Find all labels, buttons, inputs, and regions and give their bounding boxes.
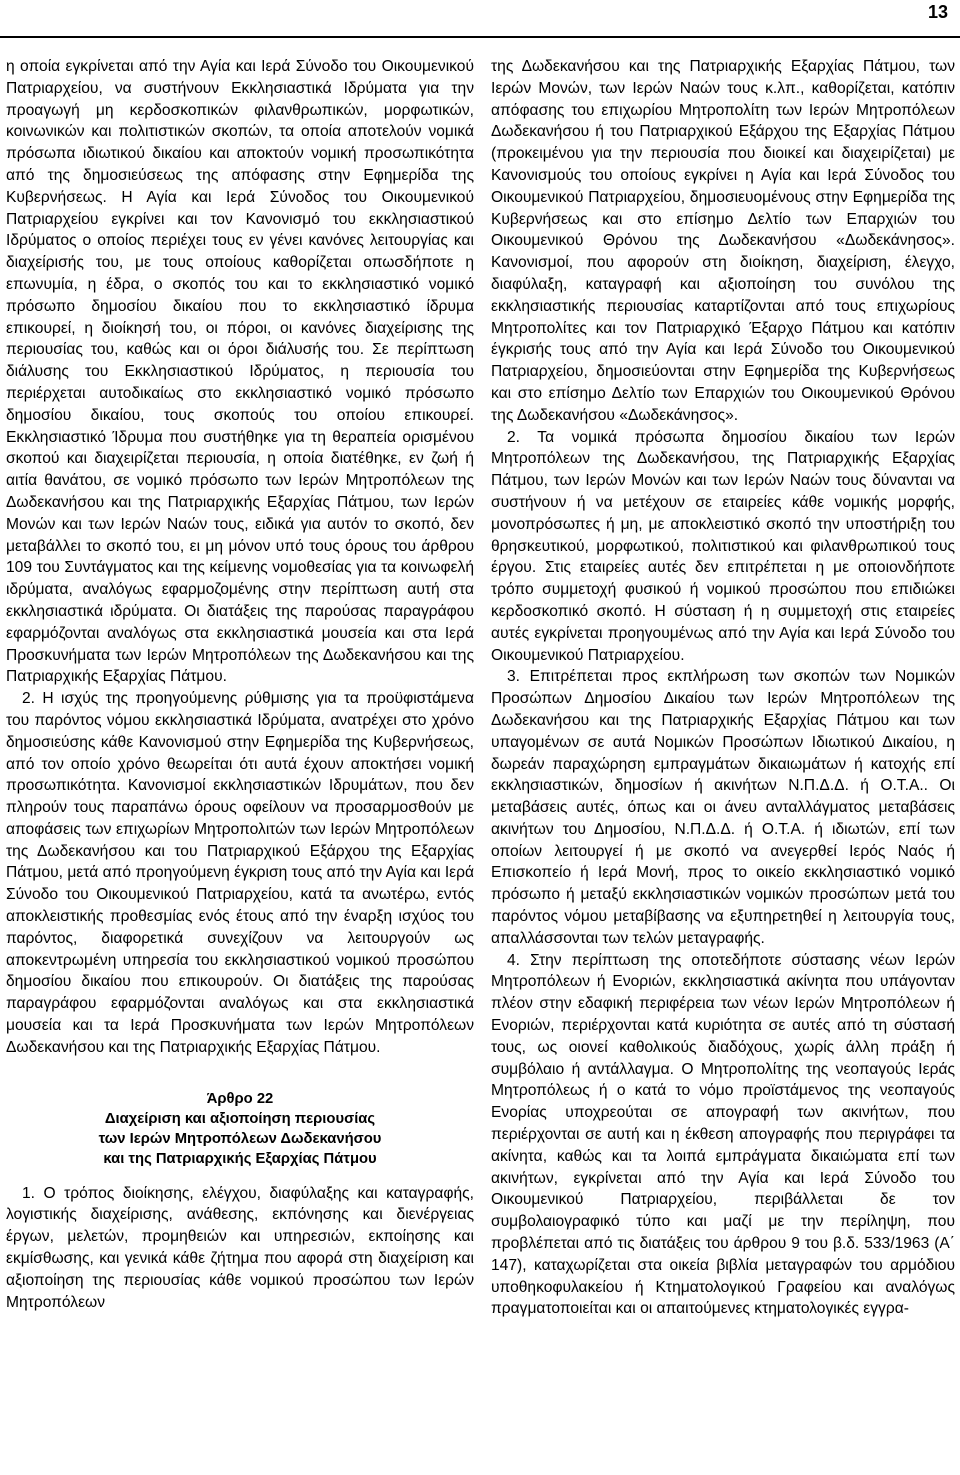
right-column [491,56,955,1320]
page-header [0,0,960,38]
article-title-line: και της Πατριαρχικής Εξαρχίας Πάτμου [103,1150,377,1167]
body-paragraph: 4. Στην περίπτωση της οποτεδήποτε σύστασης νέων Ιερών Μητροπόλεων ή Ενοριών, εκκλησιαστικά ακίνητα που υπάγονταν πλέον στην εδαφική περιφέρεια των νέων Ιερών Μητροπόλεων ή Ενοριών, περιέρχονται κατά κυριότητα σε αυτές από τη σύστασή τους, ως οιονεί καθολικούς διαδόχους, χωρίς άλλη πράξη ή συμβόλαιο ή αντάλλαγμα. Ο Μητροπολίτης της νεοπαγούς Ιεράς Μητροπόλεως ή ο κατά το νόμο προϊστάμενος της νεοπαγούς Ενορίας υποχρεούται σε απογραφή των ακινήτων, που περιέρχονται σε αυτή και η έκθεση απογραφής που περιγράφει τα ακίνητα, καθώς και τα λοιπά εμπράγματα δικαιώματα επί των ακινήτων, εγκρίνεται από την Αγία και Ιερά Σύνοδο του Οικουμενικού Πατριαρχείου, περιβάλλεται δε τον συμβολαιογραφικό τύπο και μαζί με την περίληψη, που προβλέπεται από τις διατάξεις του άρθρου 9 του β.δ. 533/1963 (Α΄ 147), καταχωρίζεται στα οικεία βιβλία μεταγραφών του αρμόδιου υποθηκοφυλακείου ή Κτηματολογικού Γραφείου και αναλόγως πραγματοποιείται και οι απαιτούμενες κτηματολογικές εγγρα- [491,951,955,1318]
article-title-line: των Ιερών Μητροπόλεων Δωδεκανήσου [98,1130,382,1147]
body-paragraph: 2. Τα νομικά πρόσωπα δημοσίου δικαίου των Ιερών Μητροπόλεων της Δωδεκανήσου, της Πατριαρχικής Εξαρχίας Πάτμου, των Ιερών Μονών και των Ιερών Ναών τους δύνανται να συστήνουν ή να μετέχουν σε εταιρείες κάθε νομικής μορφής, μονοπρόσωπες ή μη, με αποκλειστικό σκοπό την υποστήριξη του θρησκευτικού, μορφωτικού, πολιτιστικού και φιλανθρωπικού τους έργου. Στις εταιρείες αυτές δεν επιτρέπεται η με οποιονδήποτε τρόπο συμμετοχή φυσικού ή νομικού προσώπου που επιδιώκει κερδοσκοπικό σκοπό. Η σύσταση ή η συμμετοχή στις εταιρείες αυτές εγκρίνεται προηγουμένως από την Αγία και Ιερά Σύνοδο του Οικουμενικού Πατριαρχείου. [491,428,955,664]
article-heading [6,1089,474,1169]
body-paragraph: της Δωδεκανήσου και της Πατριαρχικής Εξαρχίας Πάτμου, των Ιερών Μονών, των Ιερών Ναών τους κ.λπ., καθορίζεται, κατόπιν απόφασης του επιχωρίου Μητροπολίτη των Ιερών Μητροπόλεων Δωδεκανήσου ή του Πατριαρχικού Εξάρχου της Εξαρχίας Πάτμου (προκειμένου για την περιουσία που διοικεί και διαχειρίζεται) με Κανονισμούς του οποίους εγκρίνει η Αγία και Ιερά Σύνοδος του Οικουμενικού Πατριαρχείου, δημοσιευομένους στην Εφημερίδα της Κυβερνήσεως και στο επίσημο Δελτίο των Επαρχιών του Οικουμενικού Θρόνου της Δωδεκανήσου «Δωδεκάνησος». Κανονισμοί, που αφορούν στη διοίκηση, διαχείριση, έλεγχο, διαφύλαξη, καταγραφή και αξιοποίηση του συνόλου της εκκλησιαστικής περιουσίας καταρτίζονται από τους επιχωρίους Μητροπολίτες και τον Πατριαρχικό Έξαρχο Πάτμου και κατόπιν έγκρισής τους από την Αγία και Ιερά Σύνοδο του Οικουμενικού Πατριαρχείου, δημοσιεύονται στην Εφημερίδα της Κυβερνήσεως και στο επίσημο Δελτίο των Επαρχιών του Οικουμενικού Θρόνου της Δωδεκανήσου «Δωδεκάνησος». [491,58,955,424]
body-paragraph: 1. Ο τρόπος διοίκησης, ελέγχου, διαφύλαξης και καταγραφής, λογιστικής διαχείρισης, ανάθεσης, εκπόνησης και διενέργειας έργων, μελετών, προμηθειών και υπηρεσιών, εκποίησης και εκμίσθωσης, και γενικά κάθε ζήτημα που αφορά στη διαχείριση και αξιοποίηση της περιουσίας κάθε νομικού προσώπου των Ιερών Μητροπόλεων [6,1184,474,1311]
page-number: 13 [927,2,948,22]
article-number: Άρθρο 22 [206,1090,274,1107]
body-paragraph: 3. Επιτρέπεται προς εκπλήρωση των σκοπών των Νομικών Προσώπων Δημοσίου Δικαίου των Ιερών Μητροπόλεων της Δωδεκανήσου και της Πατριαρχικής Εξαρχίας Πάτμου και των υπαγομένων σε αυτά Νομικών Προσώπων Ιδιωτικού Δικαίου, η δωρεάν παραχώρηση εμπραγμάτων δικαιωμάτων ή κατοχής επί εκκλησιαστικών, δημοσίων ή ακινήτων Ν.Π.Δ.Δ. ή Ο.Τ.Α.. Οι μεταβάσεις αυτές, όπως και οι άνευ ανταλλάγματος μεταβάσεις ακινήτων του Δημοσίου, Ν.Π.Δ.Δ. ή Ο.Τ.Α. ή ιδιωτών, επί των οποίων λειτουργεί ή με σκοπό να ανεγερθεί Ιερός Ναός ή Επισκοπείο ή Ιερά Μονή, προς το οικείο εκκλησιαστικό νομικό πρόσωπο ή μεταξύ εκκλησιαστικών νομικών προσώπων μετά του παρόντος νόμου μεταβίβασης να εξυπηρετηθεί η λειτουργία τους, απαλλάσσονται των τελών μεταγραφής. [491,668,955,947]
body-paragraph: 2. Η ισχύς της προηγούμενης ρύθμισης για τα προϋφιστάμενα του παρόντος νόμου εκκλησιαστικά Ιδρύματα, ανατρέχει στο χρόνο δημοσιεύσης κάθε Κανονισμού στην Εφημερίδα της Κυβερνήσεως, από τον οποίο χρόνο θεωρείται ότι αυτά έχουν αποκτήσει νομική προσωπικότητα. Κανονισμοί εκκλησιαστικών Ιδρυμάτων, που δεν πληρούν τους παραπάνω όρους οφείλουν να προσαρμοσθούν με αποφάσεις των επιχωρίων Μητροπολιτών των Ιερών Μητροπόλεων της Δωδεκανήσου και του Πατριαρχικού Εξάρχου της Εξαρχίας Πάτμου, μετά από προηγούμενη έγκριση τους από την Αγία και Ιερά Σύνοδο του Οικουμενικού Πατριαρχείου, κατά τα ανωτέρω, εντός αποκλειστικής προθεσμίας ενός έτους από την έναρξη ισχύος του παρόντος, διαφορετικά συνεχίζουν να λειτουργούν ως αποκεντρωμένη υπηρεσία του εκκλησιαστικού νομικού προσώπου δημοσίου δικαίου που επικουρούν. Οι διατάξεις της παρούσας παραγράφου εφαρμόζονται αναλόγως και στα εκκλησιαστικά μουσεία και τα Ιερά Προσκυνήματα των Ιερών Μητροπόλεων Δωδεκανήσου και της Πατριαρχικής Εξαρχίας Πάτμου. [6,690,474,1056]
article-title-line: Διαχείριση και αξιοποίηση περιουσίας [104,1110,376,1127]
body-paragraph: η οποία εγκρίνεται από την Αγία και Ιερά Σύνοδο του Οικουμενικού Πατριαρχείου, να συστήνουν Εκκλησιαστικά Ιδρύματα για την προαγωγή μη κερδοσκοπικών φιλανθρωπικών, μορφωτικών, κοινωνικών και πολιτιστικών σκοπών, τα οποία αποτελούν νομικά πρόσωπα ιδιωτικού δικαίου και αποκτούν νομική προσωπικότητα από της δημοσιεύσεως της απόφασης στην Εφημερίδα της Κυβερνήσεως. Η Αγία και Ιερά Σύνοδος του Οικουμενικού Πατριαρχείου εγκρίνει και τον Κανονισμό του εκκλησιαστικού Ιδρύματος ο οποίος περιέχει τους εν γένει κανόνες λειτουργίας και διαχείρισής του, με τους οποίους καθορίζεται οπωσδήποτε η επωνυμία, η έδρα, ο σκοπός του και το εκκλησιαστικό νομικό πρόσωπο δημοσίου δικαίου που το εκκλησιαστικό ίδρυμα επικουρεί, η διοίκησή του, οι πόροι, οι κανόνες διαχείρισης της περιουσίας του, καθώς και οι όροι διάλυσής του. Σε περίπτωση διάλυσης του Εκκλησιαστικού Ιδρύματος, η περιουσία του περιέρχεται αυτοδικαίως στο εκκλησιαστικό νομικό πρόσωπο δημοσίου δικαίου, τους σκοπούς του οποίου επικουρεί. Εκκλησιαστικό Ίδρυμα που συστήθηκε για τη θεραπεία ορισμένου σκοπού και διαχειρίζεται περιουσία, η οποία διατέθηκε, εν ζωή ή αιτία θανάτου, σε νομικό πρόσωπο των Ιερών Μητροπόλεων της Δωδεκανήσου και της Πατριαρχικής Εξαρχίας Πάτμου, των Ιερών Μονών και των Ιερών Ναών τους, ειδικά για αυτόν το σκοπό, δεν μεταβάλλει το σκοπό του, ει μη μόνον υπό τους όρους του άρθρου 109 του Συντάγματος και της κείμενης νομοθεσίας για τα κοινωφελή ιδρύματα, αναλόγως εφαρμοζομένης στην περίπτωση αυτή στα εκκλησιαστικά ιδρύματα. Οι διατάξεις της παρούσας παραγράφου εφαρμόζονται αναλόγως στα εκκλησιαστικά μουσεία και στα Ιερά Προσκυνήματα των Ιερών Μητροπόλεων της Δωδεκανήσου και της Πατριαρχικής Εξαρχίας Πάτμου. [6,58,474,686]
left-column [6,56,474,1313]
